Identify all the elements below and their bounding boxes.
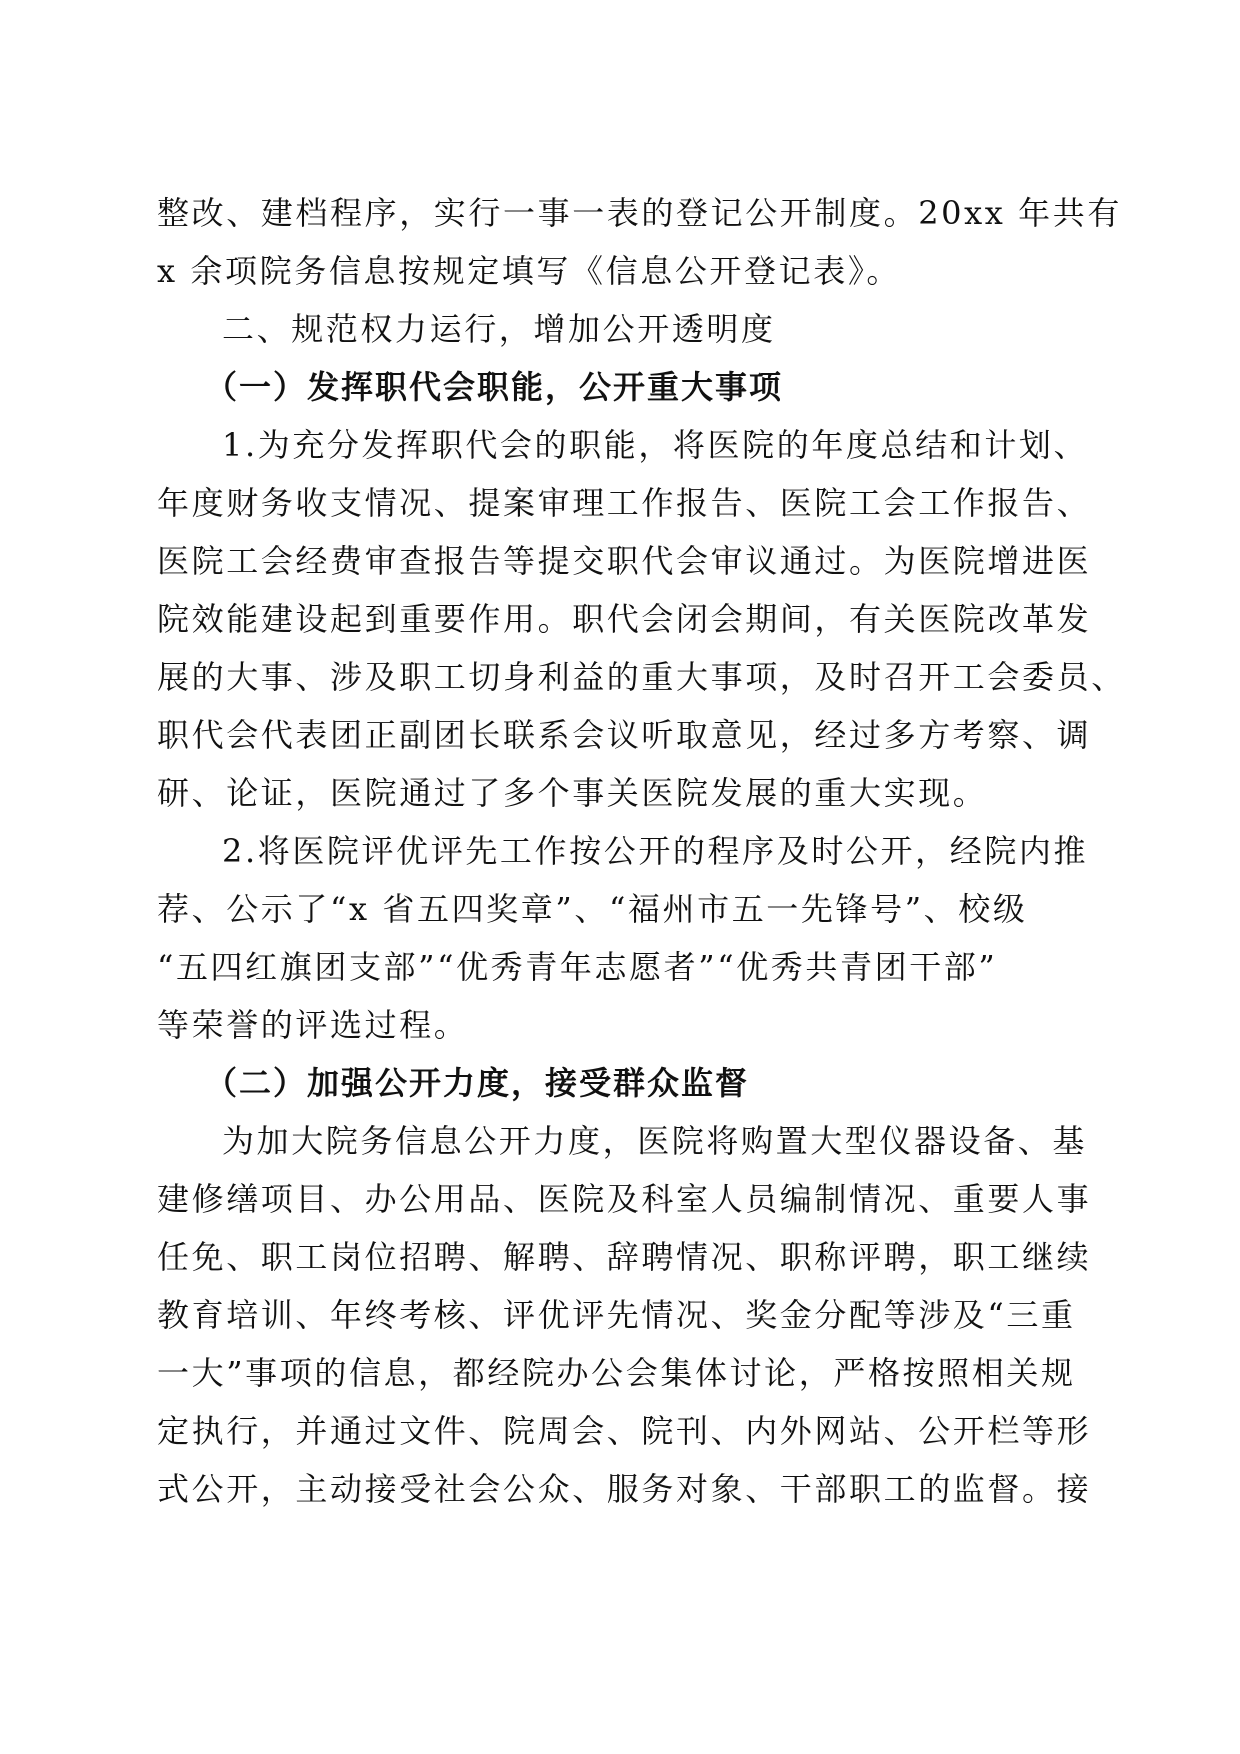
paragraph-line: 医院工会经费审查报告等提交职代会审议通过。为医院增进医	[157, 542, 1092, 580]
paragraph-line: 建修缮项目、办公用品、医院及科室人员编制情况、重要人事	[157, 1180, 1092, 1218]
paragraph-line: 2.将医院评优评先工作按公开的程序及时公开，经院内推	[222, 832, 1089, 870]
paragraph-line: 任免、职工岗位招聘、解聘、辞聘情况、职称评聘，职工继续	[157, 1238, 1092, 1276]
paragraph-line: 一大”事项的信息，都经院办公会集体讨论，严格按照相关规	[157, 1354, 1076, 1392]
subsection-heading: （一）发挥职代会职能，公开重大事项	[205, 368, 784, 406]
paragraph-line: 为加大院务信息公开力度，医院将购置大型仪器设备、基	[222, 1122, 1088, 1160]
paragraph-line: 年度财务收支情况、提案审理工作报告、医院工会工作报告、	[157, 484, 1092, 522]
paragraph-line: 1.为充分发挥职代会的职能，将医院的年度总结和计划、	[222, 426, 1089, 464]
section-heading: 二、规范权力运行，增加公开透明度	[222, 310, 776, 348]
paragraph-line: 定执行，并通过文件、院周会、院刊、内外网站、公开栏等形	[157, 1412, 1092, 1450]
paragraph-line: 院效能建设起到重要作用。职代会闭会期间，有关医院改革发	[157, 600, 1092, 638]
paragraph-line: x 余项院务信息按规定填写《信息公开登记表》。	[157, 252, 902, 290]
paragraph-line: 教育培训、年终考核、评优评先情况、奖金分配等涉及“三重	[157, 1296, 1076, 1334]
paragraph-line: 整改、建档程序，实行一事一表的登记公开制度。20xx 年共有	[157, 194, 1122, 232]
paragraph-line: 展的大事、涉及职工切身利益的重大事项，及时召开工会委员、	[157, 658, 1126, 696]
paragraph-line: 职代会代表团正副团长联系会议听取意见，经过多方考察、调	[157, 716, 1092, 754]
paragraph-line: 等荣誉的评选过程。	[157, 1006, 469, 1044]
paragraph-line: 式公开，主动接受社会公众、服务对象、干部职工的监督。接	[157, 1470, 1092, 1508]
paragraph-line: 荐、公示了“x 省五四奖章”、“福州市五一先锋号”、校级	[157, 890, 1028, 928]
paragraph-line: “五四红旗团支部”“优秀青年志愿者”“优秀共青团干部”	[157, 948, 998, 986]
subsection-heading: （二）加强公开力度，接受群众监督	[205, 1064, 750, 1102]
paragraph-line: 研、论证，医院通过了多个事关医院发展的重大实现。	[157, 774, 988, 812]
